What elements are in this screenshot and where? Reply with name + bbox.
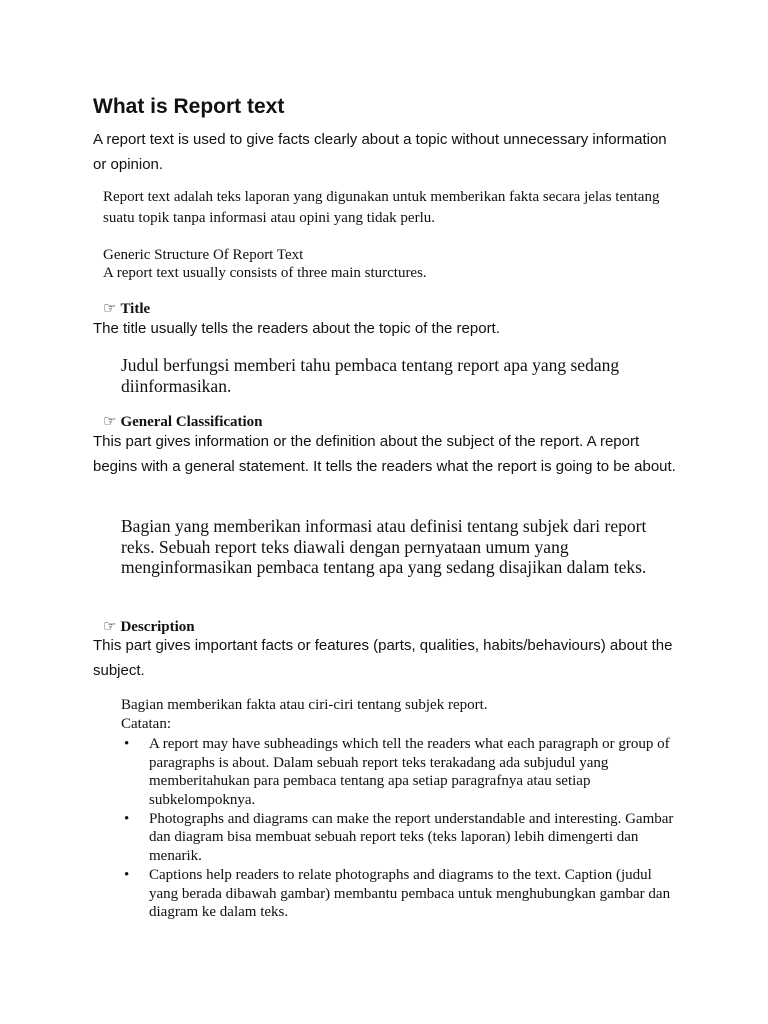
section-title-indonesian: Judul berfungsi memberi tahu pembaca tentang report apa yang sedang diinformasikan. xyxy=(121,355,620,396)
structure-heading: Generic Structure Of Report Text xyxy=(103,247,304,263)
pointing-hand-icon: ☞ xyxy=(103,301,117,317)
note-text: Captions help readers to relate photographs and diagrams to the text. Caption (judul yang berada dibawah gambar) membantu pembaca untuk menghubungkan gambar dan diagram ke dalam teks. xyxy=(149,867,671,921)
bullet-icon: • xyxy=(124,867,130,884)
section-title-heading xyxy=(103,299,150,318)
bullet-icon: • xyxy=(124,810,130,827)
pointing-hand-icon: ☞ xyxy=(103,414,117,430)
note-text: Photographs and diagrams can make the report understandable and interesting. Gambar dan diagram bisa membuat sebuah report teks (teks laporan) lebih dimengerti dan menarik. xyxy=(149,810,674,865)
pointing-hand-icon: ☞ xyxy=(103,619,117,635)
notes-label: Catatan: xyxy=(121,716,171,732)
section-classification-label: General Classification xyxy=(120,414,263,430)
section-description-english: This part gives important facts or features (parts, qualities, habits/behaviours) about the subject. xyxy=(93,637,673,679)
section-title-label: Title xyxy=(120,301,151,317)
section-description-indonesian: Bagian memberikan fakta atau ciri-ciri tentang subjek report. xyxy=(121,697,488,713)
section-title-english: The title usually tells the readers about the topic of the report. xyxy=(93,320,500,337)
intro-english: A report text is used to give facts clearly about a topic without unnecessary information or opinion. xyxy=(93,131,667,173)
page-title: What is Report text xyxy=(93,95,285,118)
section-classification-indonesian: Bagian yang memberikan informasi atau definisi tentang subjek dari report reks. Sebuah report teks diawali dengan pernyataan umum yang menginformasikan pembaca tentang apa yang sedang disajikan dalam teks. xyxy=(121,516,647,577)
structure-text: A report text usually consists of three main sturctures. xyxy=(103,265,427,281)
section-classification-english: This part gives information or the definition about the subject of the report. A report begins with a general statement. It tells the readers what the report is going to be about. xyxy=(93,433,676,475)
section-classification-heading xyxy=(103,412,263,431)
notes-list xyxy=(121,735,681,922)
note-text: A report may have subheadings which tell the readers what each paragraph or group of paragraphs is about. Dalam sebuah report teks terakadang ada subjudul yang memberitahukan para pembaca tentang apa setiap paragrafnya atau setiap subkelompoknya. xyxy=(149,736,670,808)
bullet-icon: • xyxy=(124,736,130,752)
list-item xyxy=(121,735,681,809)
list-item xyxy=(121,866,681,922)
list-item xyxy=(121,810,681,866)
intro-indonesian: Report text adalah teks laporan yang digunakan untuk memberikan fakta secara jelas tentang suatu topik tanpa informasi atau opini yang tidak perlu. xyxy=(103,189,660,226)
section-description-label: Description xyxy=(120,619,195,635)
